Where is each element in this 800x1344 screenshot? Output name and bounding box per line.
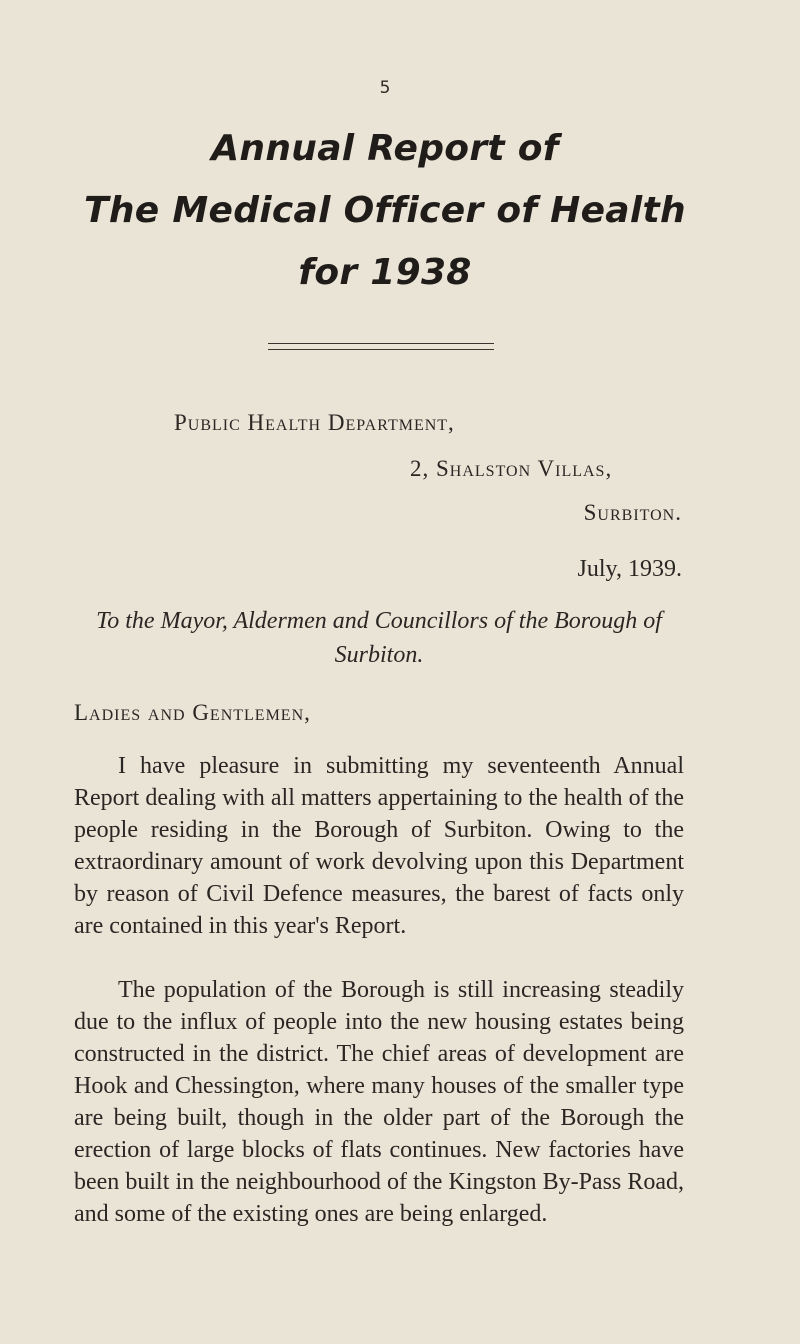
addressee: To the Mayor, Aldermen and Councillors of the Borough of Surbiton. xyxy=(96,608,662,668)
body-paragraph-1: I have pleasure in submitting my seventeenth Annual Report dealing with all matters appertaining to the health of the people residing in the Borough of Surbiton. Owing to the extraordinary amount of work devolving upon this Department by reason of Civil Defence measures, the barest of facts only are contained in this year's Report. xyxy=(74,753,684,939)
title-divider-bottom xyxy=(268,349,494,350)
address-town: Surbiton. xyxy=(583,500,682,525)
greeting: Ladies and Gentlemen, xyxy=(74,700,311,725)
report-title-line-3: for 1938 xyxy=(298,252,472,293)
report-title-line-1: Annual Report of xyxy=(211,128,559,169)
report-title-line-2: The Medical Officer of Health xyxy=(84,190,686,231)
address-department: Public Health Department, xyxy=(174,410,455,435)
letter-date: July, 1939. xyxy=(577,556,682,582)
title-divider-top xyxy=(268,343,494,344)
body-paragraph-2: The population of the Borough is still increasing steadily due to the influx of people into the new housing estates being constructed in the district. The chief areas of development are Hook and Chessington, where many houses of the smaller type are being built, though in the older part of the Borough the erection of large blocks of flats continues. New factories have been built in the neighbourhood of the Kingston By-Pass Road, and some of the existing ones are being enlarged. xyxy=(74,977,684,1227)
address-street: 2, Shalston Villas, xyxy=(410,456,613,481)
page-number: 5 xyxy=(379,78,391,98)
